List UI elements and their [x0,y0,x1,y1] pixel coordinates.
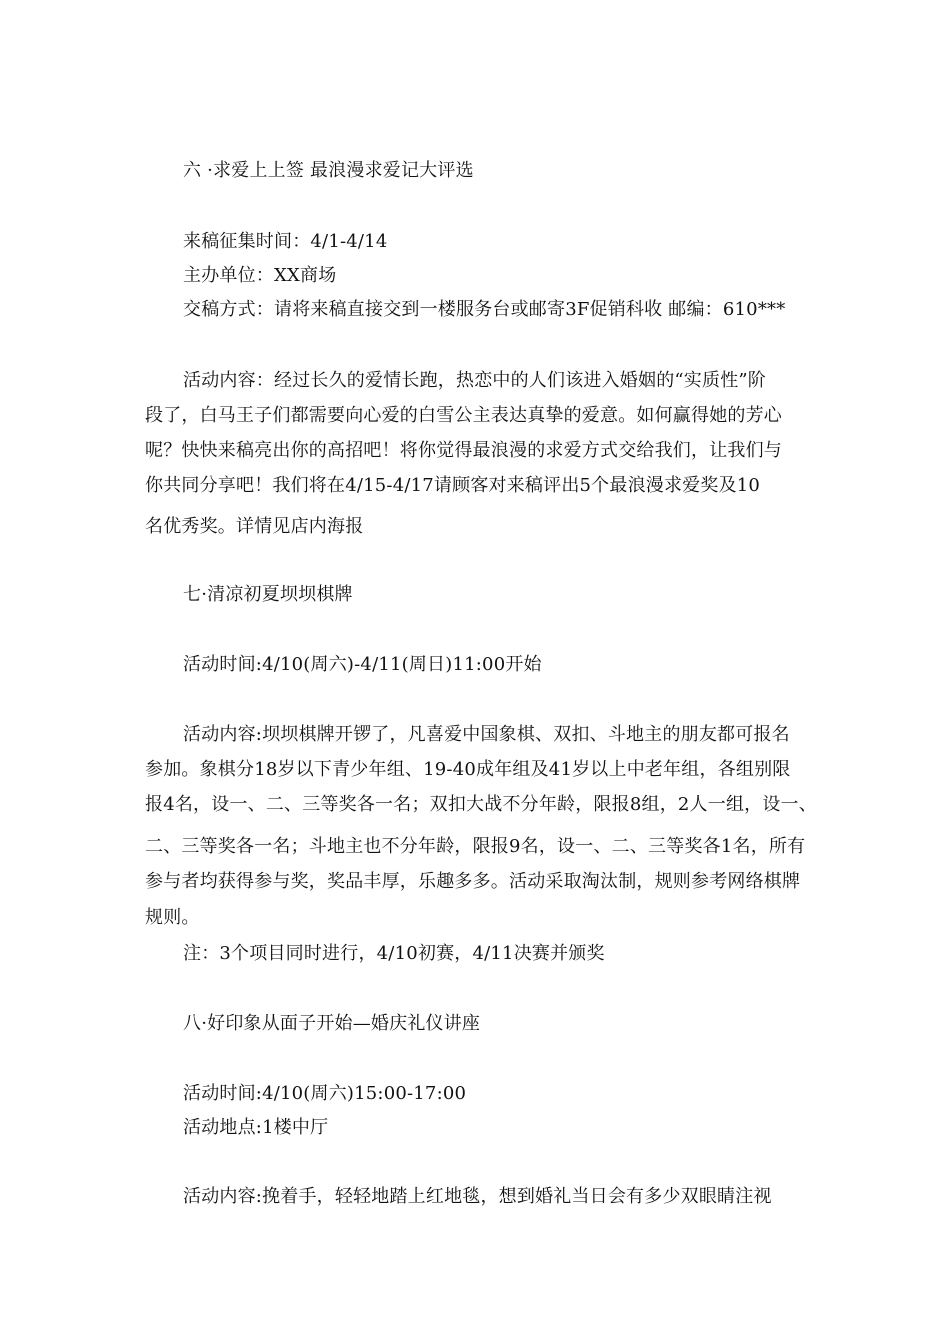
section7-content-line: 参加。象棋分18岁以下青少年组、19-40成年组及41岁以上中老年组，各组别限 [145,759,791,780]
section8-place: 活动地点:1楼中厅 [183,1117,329,1138]
section7-content-line: 二、三等奖各一名；斗地主也不分年龄，限报9名，设一、二、三等奖各1名，所有 [145,836,806,857]
section7-note: 注：3个项目同时进行，4/10初赛，4/11决赛并颁奖 [183,943,605,964]
section7-heading: 七·清凉初夏坝坝棋牌 [183,584,353,605]
section6-info-organizer: 主办单位：XX商场 [183,265,337,286]
section7-content-line: 报4名，设一、二、三等奖各一名；双扣大战不分年龄，限报8组，2人一组，设一、 [145,794,817,815]
section8-content-line: 活动内容:挽着手，轻轻地踏上红地毯，想到婚礼当日会有多少双眼睛注视 [183,1186,772,1207]
section6-heading: 六 ·求爱上上签 最浪漫求爱记大评选 [183,160,474,181]
section8-heading: 八·好印象从面子开始—婚庆礼仪讲座 [183,1013,481,1034]
section6-content-line: 你共同分享吧！我们将在4/15-4/17请顾客对来稿评出5个最浪漫求爱奖及10 [145,475,761,496]
section6-content-line: 呢？快快来稿亮出你的高招吧！将你觉得最浪漫的求爱方式交给我们，让我们与 [145,440,782,461]
section7-content-line: 规则。 [145,907,200,928]
section6-info-submission: 交稿方式：请将来稿直接交到一楼服务台或邮寄3F促销科收 邮编：610*** [183,299,786,320]
section7-content-line: 参与者均获得参与奖，奖品丰厚，乐趣多多。活动采取淘汰制，规则参考网络棋牌 [145,871,801,892]
section6-content-line: 活动内容：经过长久的爱情长跑，热恋中的人们该进入婚姻的“实质性”阶 [183,370,767,391]
section6-content-line: 名优秀奖。详情见店内海报 [145,516,364,537]
section8-time: 活动时间:4/10(周六)15:00-17:00 [183,1083,467,1104]
section6-content-line: 段了，白马王子们都需要向心爱的白雪公主表达真挚的爱意。如何赢得她的芳心 [145,405,782,426]
section6-info-time: 来稿征集时间：4/1-4/14 [183,231,388,252]
section7-content-line: 活动内容:坝坝棋牌开锣了，凡喜爱中国象棋、双扣、斗地主的朋友都可报名 [183,724,790,745]
section7-time: 活动时间:4/10(周六)-4/11(周日)11:00开始 [183,654,542,675]
